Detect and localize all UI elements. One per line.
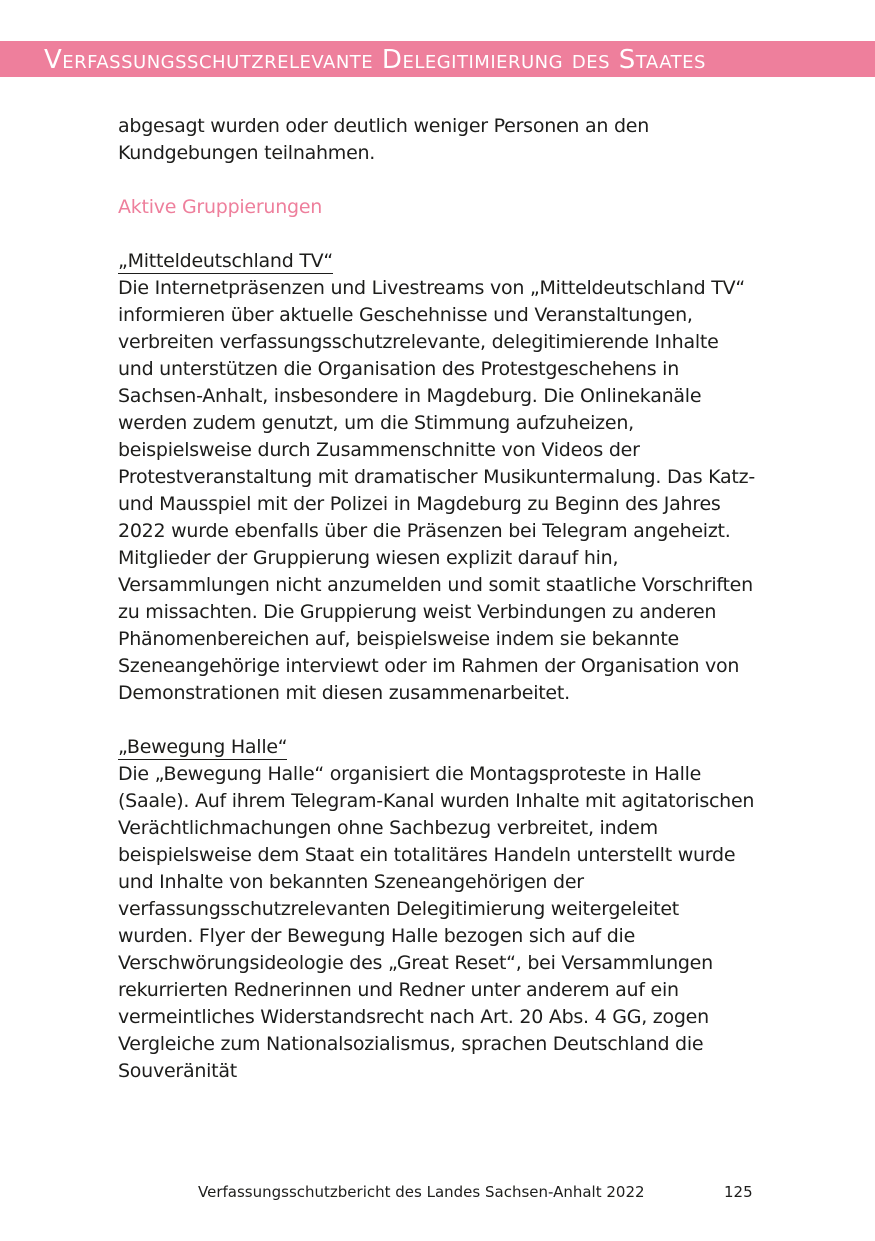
paragraph-spacer <box>118 707 758 734</box>
group-description: Die „Bewegung Halle“ organisiert die Montagsproteste in Halle (Saale). Auf ihrem Telegram-Kanal wurden Inhalte mit agitatorischen Verächtlichmachungen ohne Sachbezug verbreitet, indem beispielsweise dem Staat ein totalitäres Handeln unterstellt wurde und Inhalte von bekannten Szeneangehörigen der verfassungsschutzrelevanten Delegitimierung weitergeleitet wurden. Flyer der Bewegung Halle bezogen sich auf die Verschwörungsideologie des „Great Reset“, bei Versammlungen rekurrierten Rednerinnen und Redner unter anderem auf ein vermeintliches Widerstandsrecht nach Art. 20 Abs. 4 GG, zogen Vergleiche zum Nationalsozialismus, sprachen Deutschland die Souveränität <box>118 763 755 1082</box>
intro-paragraph: abgesagt wurden oder deutlich weniger Personen an den Kundgebungen teilnahmen. <box>118 115 650 164</box>
group-bewegung-halle <box>118 734 758 1085</box>
publication-title: Verfassungsschutzbericht des Landes Sachsen-Anhalt 2022 <box>198 1183 645 1201</box>
section-heading: Aktive Gruppierungen <box>118 196 323 218</box>
group-mitteldeutschland-tv <box>118 248 758 707</box>
group-description: Die Internetpräsenzen und Livestreams von „Mitteldeutschland TV“ informieren über aktuelle Geschehnisse und Veranstaltungen, verbreiten verfassungsschutzrelevante, delegitimierende Inhalte und unterstützen die Organisation des Protestgeschehens in Sachsen-Anhalt, insbesondere in Magdeburg. Die Onlinekanäle werden zudem genutzt, um die Stimmung aufzuheizen, beispielsweise durch Zusammenschnitte von Videos der Protestveranstaltung mit dramatischer Musikuntermalung. Das Katz- und Mausspiel mit der Polizei in Magdeburg zu Beginn des Jahres 2022 wurde ebenfalls über die Präsenzen bei Telegram angeheizt. Mitglieder der Gruppierung wiesen explizit darauf hin, Versammlungen nicht anzumelden und somit staatliche Vorschriften zu missachten. Die Gruppierung weist Verbindungen zu anderen Phänomenbereichen auf, beispielsweise indem sie bekannte Szeneangehörige interviewt oder im Rahmen der Organisation von Demonstrationen mit diesen zusammenarbeitet. <box>118 277 755 704</box>
group-title-text: „Mitteldeutschland TV“ <box>118 250 334 272</box>
chapter-title: Verfassungsschutzrelevante Delegitimierung des Staates <box>44 45 706 75</box>
group-title <box>118 734 758 761</box>
paragraph-spacer <box>118 221 758 248</box>
paragraph-spacer <box>118 167 758 194</box>
group-title-text: „Bewegung Halle“ <box>118 736 288 758</box>
page-body <box>118 113 758 1085</box>
page-number: 125 <box>724 1183 753 1201</box>
group-title <box>118 248 758 275</box>
